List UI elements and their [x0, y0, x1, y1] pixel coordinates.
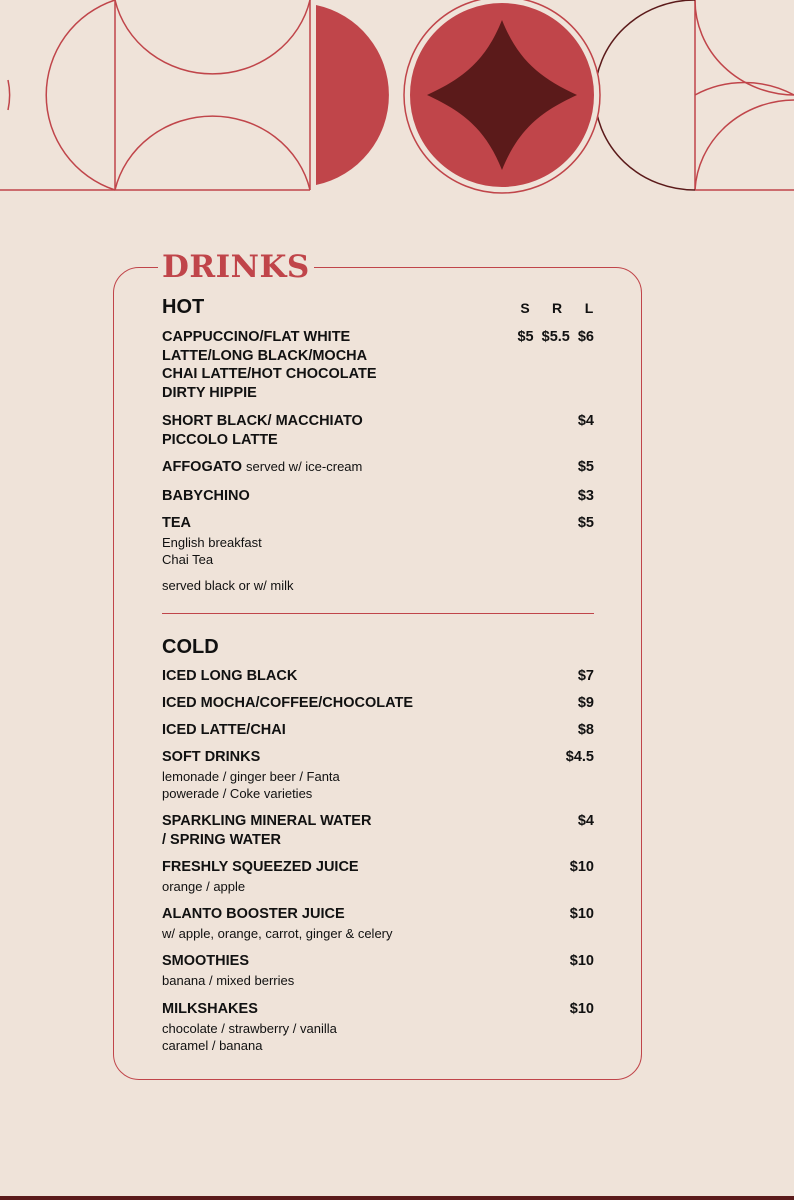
item-name: BABYCHINO — [162, 488, 250, 504]
menu-title: DRINKS — [158, 247, 314, 287]
menu-item-coffee-classics — [162, 328, 594, 402]
item-line: SHORT BLACK/ MACCHIATO — [162, 413, 363, 429]
bottom-border — [0, 1196, 794, 1200]
menu-item-short-black — [162, 412, 594, 449]
section-title-hot: HOT — [162, 296, 205, 318]
item-price: $7 — [577, 668, 594, 684]
item-description: w/ apple, orange, carrot, ginger & celery — [162, 925, 393, 941]
item-name: SMOOTHIES — [162, 953, 250, 969]
menu-item-affogato — [162, 458, 594, 477]
item-price: $10 — [569, 906, 594, 922]
menu-item-sparkling-water — [162, 812, 594, 849]
item-price: $10 — [569, 1001, 594, 1017]
menu-item-iced-mocha — [162, 694, 594, 713]
section-divider — [162, 613, 594, 614]
item-line: SPARKLING MINERAL WATER — [162, 813, 372, 829]
menu-item-soft-drinks — [162, 748, 594, 803]
item-price: $8 — [577, 722, 594, 738]
item-name: ICED LATTE/CHAI — [162, 722, 286, 738]
item-price: $4 — [577, 813, 594, 829]
menu-item-smoothies — [162, 952, 594, 989]
price-small: $5 — [517, 329, 534, 345]
item-description: orange / apple — [162, 878, 246, 894]
menu-item-babychino — [162, 487, 594, 506]
item-description: caramel / banana — [162, 1038, 263, 1053]
item-name: ICED LONG BLACK — [162, 668, 298, 684]
menu-item-iced-long-black — [162, 667, 594, 686]
item-price: $5 — [577, 459, 594, 475]
item-price: $3 — [577, 488, 594, 504]
item-name: FRESHLY SQUEEZED JUICE — [162, 859, 359, 875]
price-regular: $5.5 — [541, 329, 570, 345]
size-headers — [520, 300, 594, 316]
menu-item-iced-latte — [162, 721, 594, 740]
item-name — [162, 458, 594, 477]
item-line: PICCOLO LATTE — [162, 431, 278, 448]
item-price: $10 — [569, 859, 594, 875]
item-name: SOFT DRINKS — [162, 749, 261, 765]
item-line: / SPRING WATER — [162, 831, 281, 848]
item-name: TEA — [162, 515, 191, 531]
item-line: CHAI LATTE/HOT CHOCOLATE — [162, 366, 377, 382]
item-description: Chai Tea — [162, 552, 214, 567]
item-name: ICED MOCHA/COFFEE/CHOCOLATE — [162, 695, 414, 711]
decorative-header-pattern — [0, 0, 794, 200]
item-line: LATTE/LONG BLACK/MOCHA — [162, 347, 368, 364]
item-prices — [517, 328, 594, 347]
item-description: chocolate / strawberry / vanilla — [162, 1020, 337, 1036]
item-description: English breakfast — [162, 534, 262, 550]
item-price: $4 — [577, 413, 594, 429]
item-note: served w/ ice-cream — [246, 459, 363, 474]
item-name: MILKSHAKES — [162, 1001, 258, 1017]
menu-item-milkshakes — [162, 1000, 594, 1055]
item-price: $9 — [577, 695, 594, 711]
menu-item-booster-juice — [162, 905, 594, 942]
item-description: lemonade / ginger beer / Fanta — [162, 768, 340, 784]
item-description: banana / mixed berries — [162, 972, 295, 988]
item-price: $4.5 — [565, 749, 594, 765]
item-description: powerade / Coke varieties — [162, 786, 313, 801]
item-price: $10 — [569, 953, 594, 969]
menu-item-fresh-juice — [162, 858, 594, 895]
section-title-cold: COLD — [162, 636, 219, 658]
menu-item-tea — [162, 514, 594, 594]
size-small: S — [520, 300, 530, 316]
price-large: $6 — [577, 329, 594, 345]
item-name-text: AFFOGATO — [162, 459, 243, 475]
item-name: ALANTO BOOSTER JUICE — [162, 906, 345, 922]
item-price: $5 — [577, 515, 594, 531]
item-line: CAPPUCCINO/FLAT WHITE — [162, 329, 351, 345]
size-large: L — [584, 300, 594, 316]
item-line: DIRTY HIPPIE — [162, 384, 257, 401]
item-extra-note: served black or w/ milk — [162, 577, 294, 593]
size-regular: R — [552, 300, 563, 316]
